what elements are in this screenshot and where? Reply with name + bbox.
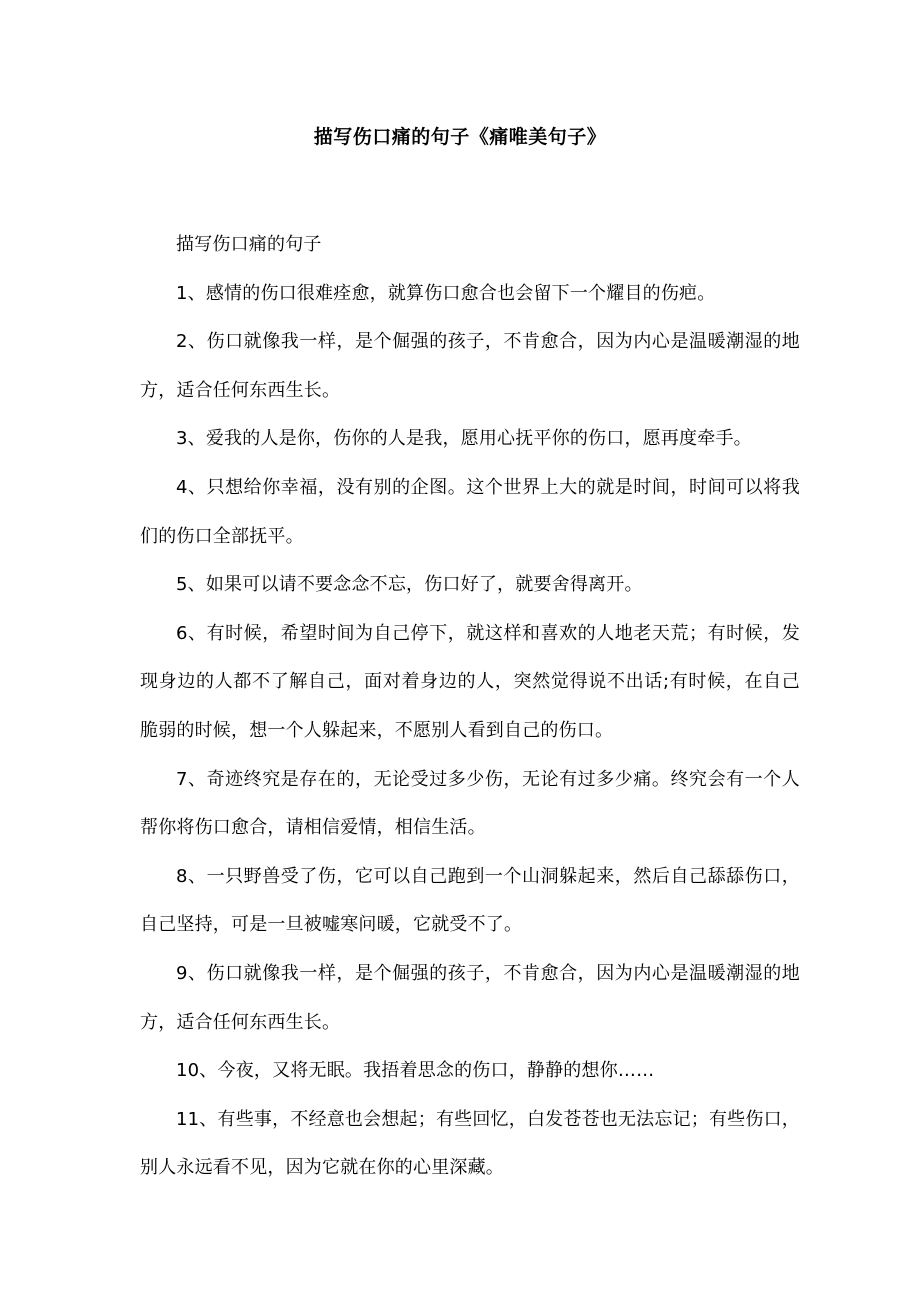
paragraph-3: 3、爱我的人是你，伤你的人是我，愿用心抚平你的伤口，愿再度牵手。 [176, 428, 752, 450]
document-body [140, 221, 800, 1193]
paragraph-7: 7、奇迹终究是存在的，无论受过多少伤，无论有过多少痛。终究会有一个人帮你将伤口愈合，请相信爱情，相信生活。 [140, 768, 800, 839]
paragraph-2: 2、伤口就像我一样，是个倔强的孩子，不肯愈合，因为内心是温暖潮湿的地方，适合任何东西生长。 [140, 331, 800, 401]
subheading: 描写伤口痛的句子 [176, 234, 322, 255]
paragraph-4: 4、只想给你幸福，没有别的企图。这个世界上大的就是时间，时间可以将我们的伤口全部抚平。 [140, 476, 800, 547]
paragraph-1: 1、感情的伤口很难痊愈，就算伤口愈合也会留下一个耀目的伤疤。 [176, 282, 716, 304]
paragraph-5: 5、如果可以请不要念念不忘，伤口好了，就要舍得离开。 [176, 574, 643, 596]
paragraph-8: 8、一只野兽受了伤，它可以自己跑到一个山洞躲起来，然后自己舔舔伤口，自己坚持，可是一旦被嘘寒问暖，它就受不了。 [140, 865, 800, 936]
paragraph-11: 11、有些事，不经意也会想起；有些回忆，白发苍苍也无法忘记；有些伤口，别人永远看不见，因为它就在你的心里深藏。 [140, 1108, 800, 1179]
document-title: 描写伤口痛的句子《痛唯美句子》 [313, 126, 607, 148]
paragraph-6: 6、有时候，希望时间为自己停下，就这样和喜欢的人地老天荒；有时候，发现身边的人都不了解自己，面对着身边的人，突然觉得说不出话;有时候，在自己脆弱的时候，想一个人躲起来，不愿别人看到自己的伤口。 [140, 622, 800, 741]
paragraph-9: 9、伤口就像我一样，是个倔强的孩子，不肯愈合，因为内心是温暖潮湿的地方，适合任何东西生长。 [140, 962, 800, 1033]
paragraph-10: 10、今夜，又将无眠。我捂着思念的伤口，静静的想你…… [176, 1060, 655, 1082]
